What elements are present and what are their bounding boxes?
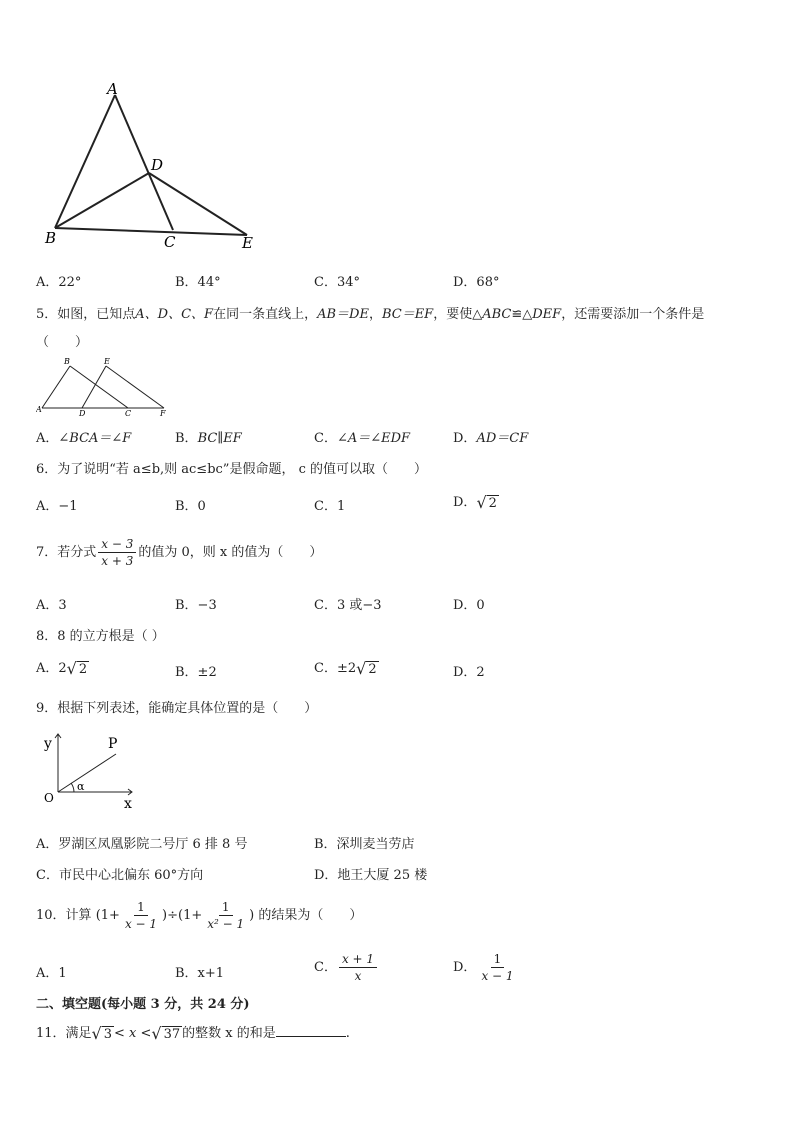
q6-option-d[interactable]: D． √ 2 xyxy=(453,492,497,512)
q6-option-a[interactable]: A．−1 xyxy=(36,499,78,514)
q10-c-fraction: $\frac{x + 1}{x}$ xyxy=(339,951,377,984)
q5-fig-label-d: D xyxy=(79,409,86,418)
q11-stem: 11．满足 √ 3 < x < √ 37 的整数 x 的和是 . xyxy=(36,1023,350,1043)
q10-option-b[interactable]: B．x+1 xyxy=(175,966,225,981)
q7-stem: 7．若分式 $\frac{x - 3}{x + 3}$ 的值为 0，则 x 的值为（ ） xyxy=(36,537,323,568)
q7-option-a[interactable]: A．3 xyxy=(36,598,67,613)
q5-option-d[interactable]: D．AD＝CF xyxy=(453,431,529,446)
line-ac xyxy=(115,95,173,230)
q8-option-b[interactable]: B．±2 xyxy=(175,665,217,680)
q10-fraction-2: $\frac{1}{\text{x² − 1}}$ xyxy=(207,900,245,931)
q8-stem: 8．8 的立方根是（ ） xyxy=(36,629,165,644)
q5-paren: （ ） xyxy=(36,335,89,350)
q5-points: A、D、C、F xyxy=(135,307,214,322)
sqrt-symbol: √ 2 xyxy=(356,658,377,678)
line-be xyxy=(55,228,247,235)
q5-sep: ， xyxy=(368,307,382,322)
q8-option-c[interactable]: C．±2 √ 2 xyxy=(314,658,377,678)
q5-option-c[interactable]: C．∠A＝∠EDF xyxy=(314,431,411,446)
q5-option-a[interactable]: A．∠BCA＝∠F xyxy=(36,431,132,446)
section-title-fill-blank: 二、填空题(每小题 3 分，共 24 分) xyxy=(36,997,250,1012)
q5-text4: ，还需要添加一个条件是 xyxy=(561,307,705,322)
x-axis-label: x xyxy=(124,796,132,810)
q5-abc: ABC xyxy=(482,307,512,322)
label-b: B xyxy=(45,229,57,247)
sqrt-symbol: √ 3 xyxy=(91,1023,113,1043)
q5-cong: ≌△ xyxy=(511,307,533,322)
q5-stem xyxy=(36,303,704,322)
sqrt-symbol: √ 37 xyxy=(151,1023,181,1043)
q10-option-d[interactable]: D． $\frac{1}{x - 1}$ xyxy=(453,951,519,984)
q5-fig-label-c: C xyxy=(125,409,132,418)
q7-fraction: $\frac{x - 3}{x + 3}$ xyxy=(98,536,136,569)
line-bd xyxy=(55,173,149,228)
q5-fig-label-a: A xyxy=(36,405,42,414)
label-a: A xyxy=(107,80,118,98)
q5-text1: 5．如图，已知点 xyxy=(36,307,136,322)
q9-option-d[interactable]: D．地王大厦 25 楼 xyxy=(314,868,428,883)
q10-option-c[interactable]: C． $\frac{x + 1}{x}$ xyxy=(314,951,379,984)
q7-option-c[interactable]: C．3 或−3 xyxy=(314,598,382,613)
q9-option-b[interactable]: B．深圳麦当劳店 xyxy=(314,837,415,852)
q5-cond2: BC＝EF xyxy=(381,307,434,322)
line-de xyxy=(149,173,247,235)
origin-label: O xyxy=(44,791,54,805)
q4-option-b[interactable]: B．44° xyxy=(175,275,221,290)
q5-option-b[interactable]: B．BC∥EF xyxy=(175,431,242,446)
q8-option-a[interactable]: A．2 √ 2 xyxy=(36,658,88,678)
q9-stem: 9．根据下列表述，能确定具体位置的是（ ） xyxy=(36,701,318,716)
q4-option-c[interactable]: C．34° xyxy=(314,275,360,290)
q7-option-d[interactable]: D．0 xyxy=(453,598,485,613)
q10-fraction-1: $\frac{1}{x - 1}$ xyxy=(124,900,158,931)
label-e: E xyxy=(242,234,253,250)
q6-option-b[interactable]: B．0 xyxy=(175,499,206,514)
y-axis-label: y xyxy=(44,736,52,752)
q5-fig-label-e: E xyxy=(104,357,110,366)
q9-option-a[interactable]: A．罗湖区凤凰影院二号厅 6 排 8 号 xyxy=(36,837,248,852)
q4-option-a[interactable]: A．22° xyxy=(36,275,82,290)
q10-d-fraction: $\frac{1}{x - 1}$ xyxy=(481,952,514,983)
line-ab xyxy=(55,95,115,228)
q5-text2: 在同一条直线上， xyxy=(213,307,318,322)
coordinate-figure-q9 xyxy=(40,730,140,810)
q10-option-a[interactable]: A．1 xyxy=(36,966,67,981)
figure-q5 xyxy=(36,354,176,418)
q5-def: DEF xyxy=(532,307,562,322)
q5-fig-label-f: F xyxy=(160,409,166,418)
sqrt-symbol: √ 2 xyxy=(66,658,88,678)
answer-blank[interactable] xyxy=(276,1024,346,1037)
sqrt-symbol: √ 2 xyxy=(476,492,497,512)
q6-option-c[interactable]: C．1 xyxy=(314,499,346,514)
q8-option-d[interactable]: D．2 xyxy=(453,665,485,680)
point-p-label: P xyxy=(108,736,118,752)
angle-alpha-label: α xyxy=(77,780,85,793)
q5-fig-label-b: B xyxy=(64,357,70,366)
triangle-figure-q4 xyxy=(40,80,270,250)
q5-cond1: AB＝DE xyxy=(317,307,369,322)
q7-option-b[interactable]: B．−3 xyxy=(175,598,217,613)
q6-stem: 6．为了说明“若 a≤b,则 ac≤bc”是假命题， c 的值可以取（ ） xyxy=(36,462,427,477)
label-d: D xyxy=(151,156,164,174)
q9-option-c[interactable]: C．市民中心北偏东 60°方向 xyxy=(36,868,204,883)
q5-text3: ，要使△ xyxy=(433,307,483,322)
q4-option-d[interactable]: D．68° xyxy=(453,275,500,290)
label-c: C xyxy=(164,233,176,250)
q10-stem: 10．计算 (1+ $\frac{1}{x - 1}$ )÷(1+ $\frac{1}{\text{x² − 1}}$ ) 的结果为（ ） xyxy=(36,900,363,931)
